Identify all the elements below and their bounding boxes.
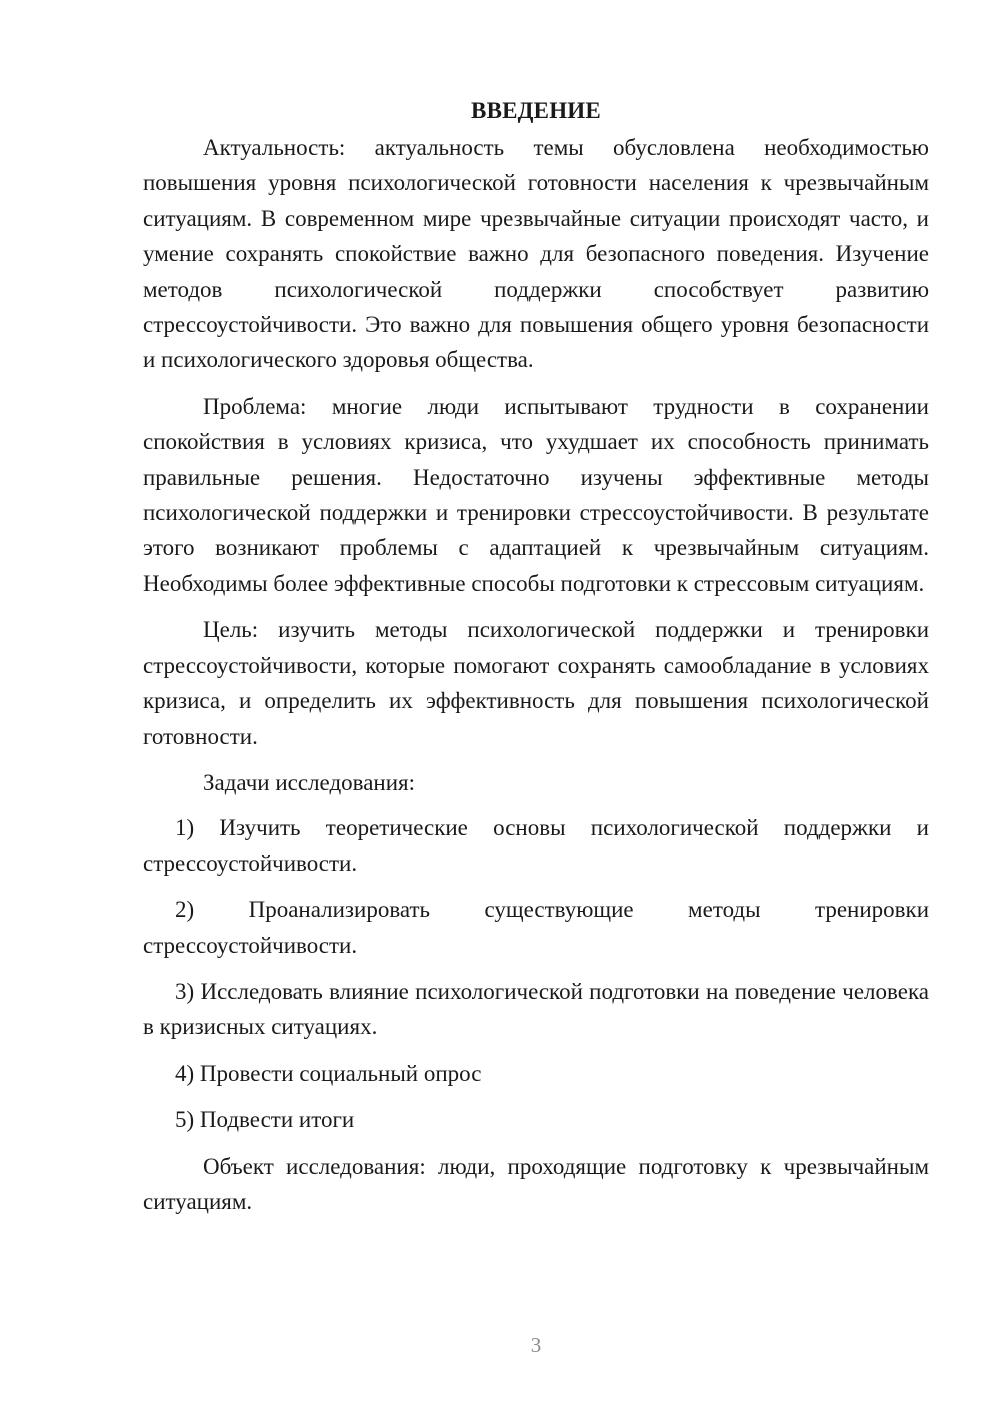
task-item-4: 4) Провести социальный опрос: [175, 1060, 482, 1086]
object-paragraph: Объект исследования: люди, проходящие подготовку к чрезвычайным ситуациям.: [143, 1153, 929, 1214]
document-page: [143, 93, 929, 1219]
goal-paragraph: Цель: изучить методы психологической поддержки и тренировки стрессоустойчивости, которые помогают сохранять самообладание в условиях кризиса, и определить их эффективность для повышения психологической готовности.: [143, 617, 929, 749]
page-number: 3: [530, 1333, 542, 1357]
problem-paragraph: Проблема: многие люди испытывают трудности в сохранении спокойствия в условиях кризиса, что ухудшает их способность принимать правильные решения. Недостаточно изучены эффективные методы психологической поддержки и тренировки стрессоустойчивости. В результате этого возникают проблемы с адаптацией к чрезвычайным ситуациям. Необходимы более эффективные способы подготовки к стрессовым ситуациям.: [143, 393, 929, 596]
task-item-5: 5) Подвести итоги: [175, 1107, 355, 1133]
tasks-heading: Задачи исследования:: [203, 769, 416, 795]
task-item-3: 3) Исследовать влияние психологической подготовки на поведение человека в кризисных ситуациях.: [143, 978, 929, 1040]
task-item-1: 1) Изучить теоретические основы психологической поддержки и стрессоустойчивости.: [143, 815, 929, 876]
relevance-paragraph: Актуальность: актуальность темы обусловлена необходимостью повышения уровня психологической готовности населения к чрезвычайным ситуациям. В современном мире чрезвычайные ситуации происходят часто, и умение сохранять спокойствие важно для безопасного поведения. Изучение методов психологической поддержки способствует развитию стрессоустойчивости. Это важно для повышения общего уровня безопасности и психологического здоровья общества.: [143, 135, 929, 373]
tasks-list: [143, 810, 929, 1137]
page-title: ВВЕДЕНИЕ: [471, 98, 601, 123]
task-item-2: 2) Проанализировать существующие методы тренировки стрессоустойчивости.: [143, 897, 929, 958]
